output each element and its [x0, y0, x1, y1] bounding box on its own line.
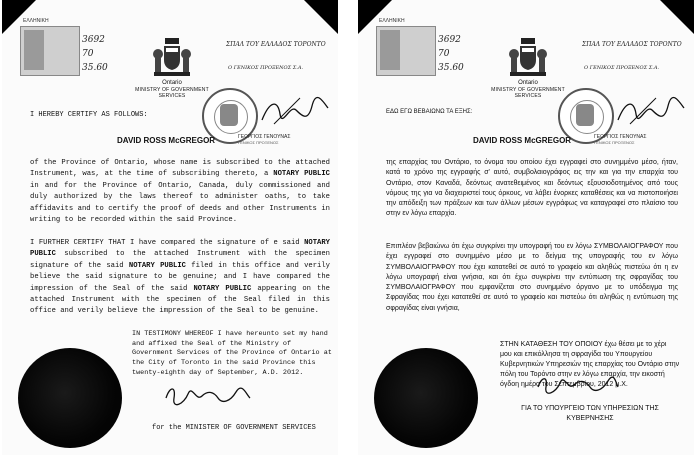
- greek-paragraph-1: της επαρχίας του Οντάριο, το όνομα του οποίου έχει εγγραφεί στο συνημμένο μέσο, ήταν, κατά το χρόνο της εγγραφής σ' αυτό, συμβολαιογράφος εις την και για την επαρχία του Οντάριο, στον Καναδά, δεόντως ανατεθειμένος και δεόντως εξουσιοδοτημένος από τους νόμους της για να διαχειριστεί τους όρκους, να λάβει ένορκες καταθέσεις και να πιστοποιήσει την απόδειξη των πράξεων και των άλλων μέσων εγγράφως να καταγραφεί στο πλαίσιο του στην εν λόγω επαρχία.: [386, 159, 678, 218]
- certify-paragraph-2: I FURTHER CERTIFY THAT I have compared the signature of e said NOTARY PUBLIC subscribed to the attached Instrument with the specimen signature of the said NOTARY PUBLIC filed in this office and verily believe the said signature to be genuine; and I have compared the impression of the Seal of the said NOTARY PUBLIC appearing on the attached Instrument with the specimen of the Seal filed in this office and verily believe the impression of the Seal to be genuine.: [30, 239, 330, 316]
- black-seal-icon: [374, 348, 478, 448]
- notary-person-name: DAVID ROSS McGREGOR: [117, 136, 216, 145]
- english-certificate-page: [2, 0, 338, 455]
- greek-certificate-page: [358, 0, 694, 455]
- revenue-stamp: [376, 18, 436, 76]
- province-label: Ontario: [162, 80, 182, 86]
- ontario-coat-of-arms-icon: [508, 36, 548, 78]
- consular-handwriting: ΣΠΑΛ ΤΟΥ ΕΛΛΑΔΟΣ ΤΟΡΟΝΤΟ: [582, 41, 682, 48]
- for-minister-line: for the MINISTER OF GOVERNMENT SERVICES: [152, 424, 316, 432]
- minister-signature-icon: [534, 374, 620, 396]
- black-seal-icon: [18, 348, 122, 448]
- stamp-number: 35.60: [438, 63, 464, 73]
- ontario-coat-of-arms-icon: [152, 36, 192, 78]
- notary-person-name: DAVID ROSS McGREGOR: [473, 136, 572, 145]
- consul-title: ΓΕΝΙΚΟΣ ΠΡΟΞΕΝΟΣ: [238, 140, 279, 145]
- minister-signature-icon: [162, 384, 252, 408]
- consul-signature-icon: [616, 96, 686, 126]
- consular-handwriting: Ο ΓΕΝΙΚΟΣ ΠΡΟΞΕΝΟΣ Σ.Α.: [228, 65, 304, 71]
- revenue-stamp: [20, 18, 80, 76]
- testimony-clause: IN TESTIMONY WHEREOF I have hereunto set my hand and affixed the Seal of the Ministry of Government Services of the Province of Ontario at the City of Toronto in the said Province this twenty-eighth day of September, A.D. 2012.: [132, 330, 332, 377]
- consular-handwriting: Ο ΓΕΝΙΚΟΣ ΠΡΟΞΕΝΟΣ Σ.Α.: [584, 65, 660, 71]
- province-label: Ontario: [518, 80, 538, 86]
- stamp-number: 35.60: [82, 63, 108, 73]
- certify-paragraph-1: of the Province of Ontario, whose name is subscribed to the attached Instrument, was, at the time of subscribing thereto, a NOTARY PUBLIC in and for the Province of Ontario, Canada, duly commissioned and duly authorized by the laws thereof to administer oaths, to take affidavits and to certify the proof of deeds and other Instruments in writing to be recorded within the said Province.: [30, 159, 330, 225]
- stamp-number: 3692: [82, 35, 105, 45]
- stamp-header: ΕΛΛΗΝΙΚΗ: [379, 18, 405, 24]
- consular-handwriting: ΣΠΑΛ ΤΟΥ ΕΛΛΑΔΟΣ ΤΟΡΟΝΤΟ: [226, 41, 326, 48]
- consul-name: ΓΕΩΡΓΙΟΣ ΓΕΝΟΥΝΑΣ: [238, 134, 291, 140]
- greek-footer: ΓΙΑ ΤΟ ΥΠΟΥΡΓΕΙΟ ΤΩΝ ΥΠΗΡΕΣΙΩΝ ΤΗΣ ΚΥΒΕΡΝΗΣΗΣ: [521, 405, 659, 422]
- corner-mark: [304, 0, 338, 34]
- ministry-name: MINISTRY OF GOVERNMENT SERVICES: [135, 87, 209, 99]
- stamp-header: ΕΛΛΗΝΙΚΗ: [23, 18, 49, 24]
- stamp-number: 70: [438, 49, 450, 59]
- greek-paragraph-2: Επιπλέον βεβαιώνω ότι έχω συγκρίνει την υπογραφή του εν λόγω ΣΥΜΒΟΛΑΙΟΓΡΑΦΟΥ που έχει εγγραφεί στο συνημμένο μέσο με το δείγμα της υπογραφής του εν λόγω ΣΥΜΒΟΛΑΙΟΓΡΑΦΟΥ που έχει κατατεθεί σε αυτό το γραφείο και αληθώς πιστεύω ότι η εν λόγω υπογραφή είναι γνήσια, και ότι έχω συγκρίνει την εντύπωση της σφραγίδας του ΣΥΜΒΟΛΑΙΟΓΡΑΦΟΥ που εμφανίζεται στο συνημμένο όργανο με το υπόδειγμα της Σφραγίδας που έχει κατατεθεί σε αυτό το γραφείο και πιστεύω ότι αληθώς η εντύπωση της σφραγίδας είναι γνήσια,: [386, 243, 678, 312]
- greek-testimony-clause: ΣΤΗΝ ΚΑΤΑΘΕΣΗ ΤΟΥ ΟΠΟΙΟΥ έχω θέσει με το χέρι μου και επικόλλησα τη σφραγίδα του Υπουργείου Κυβερνητικών Υπηρεσιών της επαρχίας του Οντάριο στην πόλη του Τορόντο στην εν λόγω επαρχία, την εικοστή όγδοη ημέρα του Σεπτεμβρίου, 2012 μ.Χ.: [500, 341, 680, 388]
- corner-mark: [660, 0, 694, 34]
- stamp-number: 70: [82, 49, 94, 59]
- consul-signature-icon: [260, 96, 330, 126]
- stamp-number: 3692: [438, 35, 461, 45]
- consul-title: ΓΕΝΙΚΟΣ ΠΡΟΞΕΝΟΣ: [594, 140, 635, 145]
- consul-name: ΓΕΩΡΓΙΟΣ ΓΕΝΟΥΝΑΣ: [594, 134, 647, 140]
- certify-heading: I HEREBY CERTIFY AS FOLLOWS:: [30, 111, 148, 119]
- greek-certify-heading: ΕΔΩ ΕΓΩ ΒΕΒΑΙΩΝΩ ΤΑ ΕΞΗΣ:: [386, 109, 473, 115]
- ministry-name: MINISTRY OF GOVERNMENT SERVICES: [491, 87, 565, 99]
